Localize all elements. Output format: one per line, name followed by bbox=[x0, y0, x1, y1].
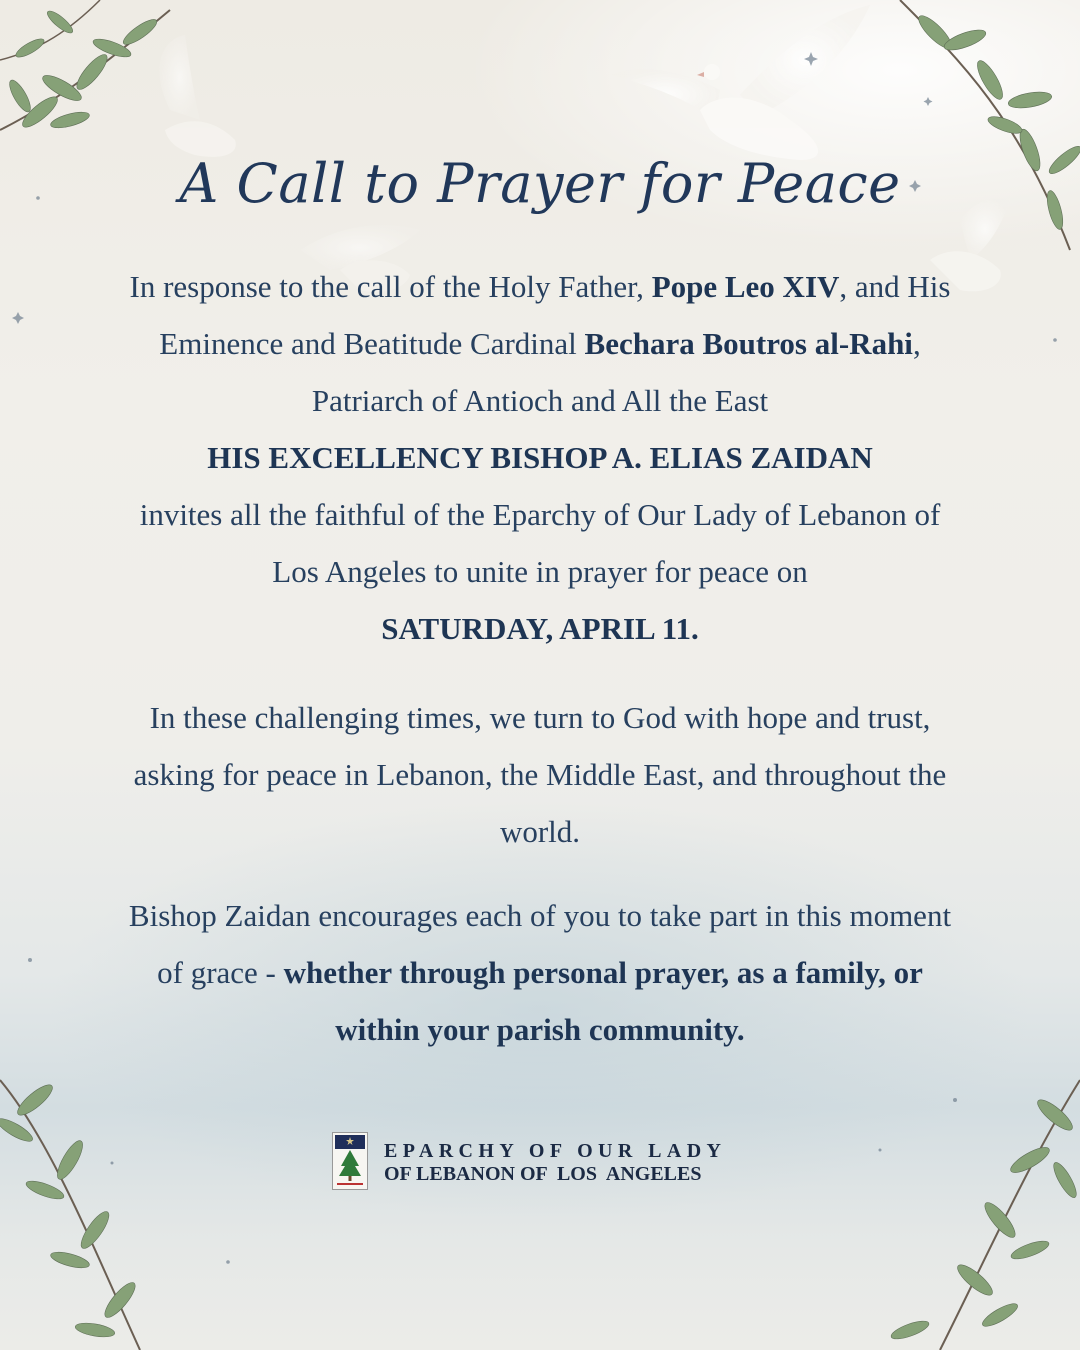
event-date: SATURDAY, APRIL 11. bbox=[381, 611, 699, 646]
pope-name: Pope Leo XIV bbox=[651, 269, 840, 304]
intro-text: In response to the call of the Holy Father, bbox=[129, 269, 652, 304]
patriarch-title: , Patriarch of Antioch and All the East bbox=[311, 326, 921, 418]
olive-branch-icon bbox=[880, 0, 1080, 260]
eparchy-wordmark bbox=[384, 1140, 726, 1186]
cardinal-name: Bechara Boutros al-Rahi bbox=[584, 326, 913, 361]
encouragement-paragraph bbox=[120, 887, 960, 1058]
participation-ways: whether through personal prayer, as a family, or within your parish community. bbox=[283, 955, 923, 1047]
footer-line-2: OF LEBANON OF LOS ANGELES bbox=[384, 1163, 702, 1185]
olive-branch-icon bbox=[880, 1060, 1080, 1350]
invitation-paragraph bbox=[120, 258, 960, 657]
dove-icon bbox=[610, 5, 870, 160]
cedar-shield-icon bbox=[332, 1132, 368, 1190]
page-title: A Call to Prayer for Peace bbox=[179, 152, 901, 215]
invitation-text: invites all the faithful of the Eparchy of Our Lady of Lebanon of Los Angeles to unite in prayer for peace on bbox=[139, 497, 941, 589]
footer-line-1: EPARCHY OF OUR LADY bbox=[384, 1140, 727, 1162]
olive-branch-icon bbox=[0, 1040, 190, 1350]
hope-paragraph: In these challenging times, we turn to God with hope and trust, asking for peace in Lebanon, the Middle East, and throughout the world. bbox=[133, 700, 947, 849]
bishop-name: HIS EXCELLENCY BISHOP A. ELIAS ZAIDAN bbox=[207, 440, 873, 475]
encouragement-text: Bishop Zaidan encourages each of you to take part in this moment of grace - bbox=[128, 898, 952, 990]
intro-text-2: , and His Eminence and Beatitude Cardinal bbox=[159, 269, 951, 361]
